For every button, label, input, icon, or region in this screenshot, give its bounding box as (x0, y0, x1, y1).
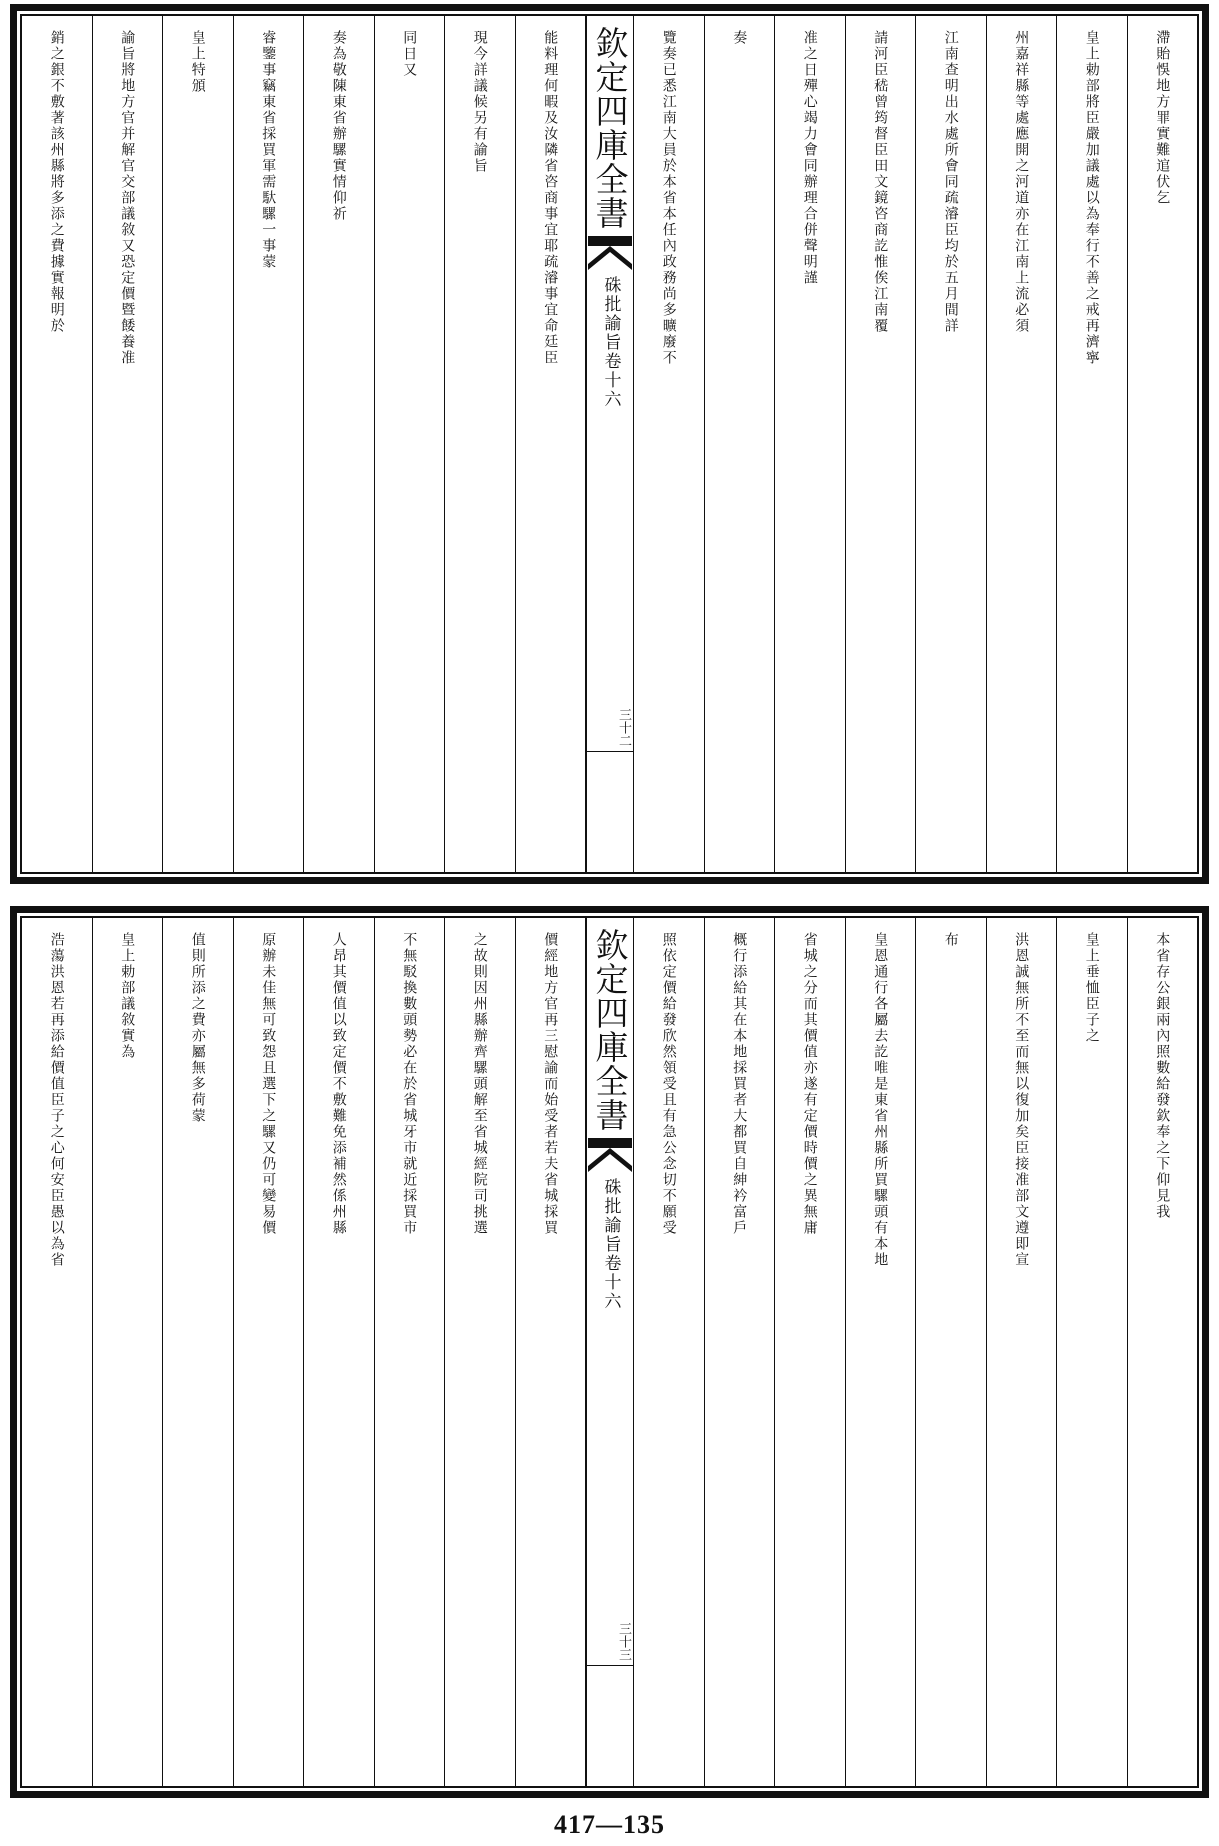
leaf-number: 三十二 (587, 708, 633, 752)
text-column (233, 918, 304, 1786)
text-column (22, 918, 92, 1786)
column-text: 皇上勅部議敘實為 (119, 932, 136, 1060)
column-text: 能料理何暇及汝隣省咨商事宜耶疏濬事宜命廷臣 (542, 30, 559, 366)
column-text: 照依定價給發欣然領受且有急公念切不願受 (660, 932, 677, 1236)
text-column (233, 16, 304, 872)
fold-center-column (585, 16, 634, 872)
column-text: 滯貽悞地方罪實難逭伏乞 (1154, 30, 1171, 206)
top-page-columns (20, 14, 1199, 874)
column-text: 現今詳議候另有諭旨 (471, 30, 488, 174)
text-column (774, 16, 845, 872)
fold-center-column (585, 918, 634, 1786)
bottom-page (10, 906, 1209, 1798)
column-text: 皇恩通行各屬去訖唯是東省州縣所買騾頭有本地 (872, 932, 889, 1268)
column-text: 州嘉祥縣等處應開之河道亦在江南上流必須 (1013, 30, 1030, 334)
column-text: 原辦未佳無可致怨且選下之騾又仍可變易價 (260, 932, 277, 1236)
column-text: 同日又 (401, 30, 418, 78)
text-column (162, 918, 233, 1786)
column-text: 浩蕩洪恩若再添給價值臣子之心何安臣愚以為省 (48, 932, 65, 1268)
text-column (22, 16, 92, 872)
column-text: 省城之分而其價值亦遂有定價時價之異無庸 (801, 932, 818, 1236)
text-column (915, 16, 986, 872)
column-text: 概行添給其在本地採買者大都買自紳衿富戶 (731, 932, 748, 1236)
volume-label: 硃批諭旨卷十六 (600, 1178, 621, 1311)
text-column (515, 16, 586, 872)
column-text: 之故則因州縣辦齊騾頭解至省城經院司挑選 (471, 932, 488, 1236)
text-column (1056, 16, 1127, 872)
text-column (374, 16, 445, 872)
text-column (634, 918, 704, 1786)
top-page (10, 4, 1209, 884)
column-text: 洪恩誠無所不至而無以復加矣臣接准部文遵即宣 (1013, 932, 1030, 1268)
column-text: 皇上特頒 (189, 30, 206, 94)
text-column (374, 918, 445, 1786)
text-column (1056, 918, 1127, 1786)
text-column (845, 918, 916, 1786)
text-column (774, 918, 845, 1786)
column-text: 江南查明出水處所會同疏濬臣均於五月間詳 (942, 30, 959, 334)
text-column (704, 16, 775, 872)
book-title: 欽定四庫全書 (590, 928, 630, 1132)
text-column (986, 16, 1057, 872)
text-column (1127, 918, 1198, 1786)
column-text: 請河臣嵇曾筠督臣田文鏡咨商訖惟俟江南覆 (872, 30, 889, 334)
text-column (303, 16, 374, 872)
column-text: 不無駁換數頭勢必在於省城牙市就近採買市 (401, 932, 418, 1236)
text-column (444, 918, 515, 1786)
volume-label: 硃批諭旨卷十六 (600, 276, 621, 409)
column-text: 皇上勅部將臣嚴加議處以為奉行不善之戒再濟寧 (1083, 30, 1100, 366)
column-text: 覽奏已悉江南大員於本省本任內政務尚多曠廢不 (660, 30, 677, 366)
page-number: 417—135 (554, 1810, 665, 1839)
column-text: 睿鑒事竊東省採買軍需馱騾一事蒙 (260, 30, 277, 270)
text-column (915, 918, 986, 1786)
text-column (704, 918, 775, 1786)
text-column (515, 918, 586, 1786)
text-column (162, 16, 233, 872)
column-text: 銷之銀不敷著該州縣將多添之費據實報明於 (48, 30, 65, 334)
text-column (303, 918, 374, 1786)
column-text: 奏為敬陳東省辦騾實情仰祈 (330, 30, 347, 222)
column-text: 諭旨將地方官并解官交部議敘又恐定價暨餧養准 (119, 30, 136, 366)
column-text: 值則所添之費亦屬無多荷蒙 (189, 932, 206, 1124)
column-text: 價經地方官再三慰諭而始受者若夫省城採買 (542, 932, 559, 1236)
fishtail-mark-icon (588, 236, 632, 270)
column-text: 本省存公銀兩內照數給發欽奉之下仰見我 (1154, 932, 1171, 1220)
text-column (444, 16, 515, 872)
bottom-page-columns (20, 916, 1199, 1788)
text-column (1127, 16, 1198, 872)
column-text: 准之日殫心竭力會同辦理合併聲明謹 (801, 30, 818, 286)
text-column (845, 16, 916, 872)
column-text: 奏 (731, 30, 748, 46)
column-text: 人昂其價值以致定價不敷難免添補然係州縣 (330, 932, 347, 1236)
column-text: 皇上垂恤臣子之 (1083, 932, 1100, 1044)
text-column (92, 16, 163, 872)
leaf-number: 三十三 (587, 1622, 633, 1666)
text-column (92, 918, 163, 1786)
column-text: 布 (942, 932, 959, 948)
fishtail-mark-icon (588, 1138, 632, 1172)
book-title: 欽定四庫全書 (590, 26, 630, 230)
text-column (634, 16, 704, 872)
text-column (986, 918, 1057, 1786)
